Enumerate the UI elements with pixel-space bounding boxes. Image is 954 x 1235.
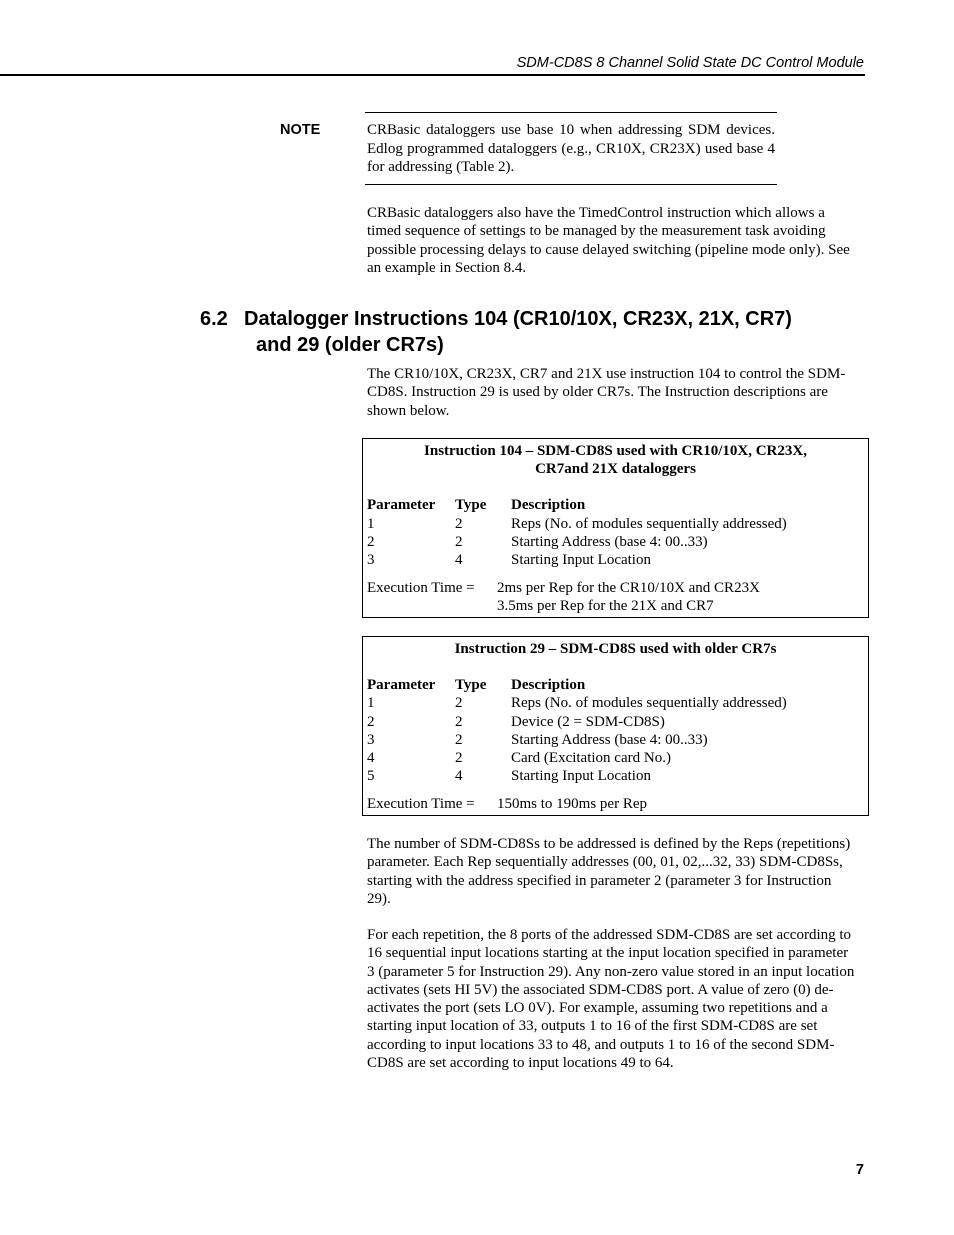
note-text: CRBasic dataloggers use base 10 when addressing SDM devices. Edlog programmed dataloggers (e.g., CR10X, CR23X) used base 4 for addressing (Table 2). [367, 122, 775, 175]
param-type: 2 [455, 731, 463, 748]
instruction-29-title: Instruction 29 – SDM-CD8S used with older CR7s [454, 641, 777, 657]
param-description: Starting Input Location [511, 768, 651, 785]
section-number: 6.2 [200, 308, 228, 330]
header-parameter: Parameter [367, 497, 436, 514]
note-box [365, 112, 777, 185]
param-number: 2 [367, 533, 375, 550]
execution-time-values [497, 579, 760, 615]
instruction-104-execution-time [367, 579, 864, 615]
execution-time-values [497, 795, 647, 813]
instruction-104-title [367, 442, 864, 478]
param-number: 1 [367, 515, 375, 532]
parameter-table-header [367, 496, 864, 514]
execution-time-label: Execution Time = [367, 796, 475, 813]
table-row [367, 533, 864, 551]
param-number: 4 [367, 750, 375, 767]
timed-control-paragraph: CRBasic dataloggers also have the TimedControl instruction which allows a timed sequence of settings to be managed by the measurement task avoiding possible processing delays to cause delayed switching (pipeline mode only). See an example in Section 8.4. [367, 205, 850, 276]
instruction-104-parameter-table [367, 496, 864, 569]
param-description: Starting Address (base 4: 00..33) [511, 533, 708, 550]
intro-paragraph: The CR10/10X, CR23X, CR7 and 21X use instruction 104 to control the SDM-CD8S. Instruction 29 is used by older CR7s. The Instruction descriptions are shown below. [367, 366, 846, 419]
note-label: NOTE [280, 122, 321, 138]
header-description: Description [511, 677, 586, 694]
table-row [367, 694, 864, 712]
execution-time-line: 2ms per Rep for the CR10/10X and CR23X [497, 580, 760, 597]
table-row [367, 767, 864, 785]
table-row [367, 551, 864, 569]
table-row [367, 713, 864, 731]
parameter-table-header [367, 676, 864, 694]
param-type: 4 [455, 552, 463, 569]
header-rule [0, 74, 865, 76]
table-row [367, 515, 864, 533]
instruction-104-title-line2: CR7and 21X dataloggers [535, 461, 696, 478]
param-description: Device (2 = SDM-CD8S) [511, 713, 665, 730]
param-description: Starting Input Location [511, 552, 651, 569]
instruction-104-box [362, 438, 869, 618]
param-description: Reps (No. of modules sequentially addressed) [511, 515, 787, 532]
param-number: 3 [367, 552, 375, 569]
param-type: 4 [455, 768, 463, 785]
param-type: 2 [455, 515, 463, 532]
section-heading [200, 306, 880, 358]
ports-paragraph: For each repetition, the 8 ports of the addressed SDM-CD8S are set according to 16 sequential input locations starting at the input location specified in parameter 3 (parameter 5 for Instruction 29). Any non-zero value stored in an input location activates (sets HI 5V) the associated SDM-CD8S port. A value of zero (0) de-activates the port (sets LO 0V). For example, assuming two repetitions and a starting input location of 33, outputs 1 to 16 of the first SDM-CD8S are set according to input locations 33 to 48, and outputs 1 to 16 of the second SDM-CD8S are set according to input locations 49 to 64. [367, 927, 855, 1072]
instruction-29-parameter-table [367, 676, 864, 785]
param-type: 2 [455, 533, 463, 550]
param-number: 3 [367, 731, 375, 748]
execution-time-line: 3.5ms per Rep for the 21X and CR7 [497, 598, 714, 615]
param-description: Starting Address (base 4: 00..33) [511, 731, 708, 748]
section-title-line2: and 29 (older CR7s) [256, 334, 444, 356]
reps-paragraph: The number of SDM-CD8Ss to be addressed is defined by the Reps (repetitions) parameter. Each Rep sequentially addresses (00, 01, 02,...32, 33) SDM-CD8Ss, starting with the address specified in parameter 2 (parameter 3 for Instruction 29). [367, 836, 851, 907]
execution-time-label: Execution Time = [367, 580, 475, 597]
table-row [367, 749, 864, 767]
param-type: 2 [455, 750, 463, 767]
param-number: 5 [367, 768, 375, 785]
execution-time-line: 150ms to 190ms per Rep [497, 796, 647, 813]
header-parameter: Parameter [367, 677, 436, 694]
table-row [367, 731, 864, 749]
instruction-29-execution-time [367, 795, 864, 813]
header-description: Description [511, 497, 586, 514]
param-description: Card (Excitation card No.) [511, 750, 671, 767]
page-number: 7 [855, 1162, 864, 1178]
param-number: 2 [367, 713, 375, 730]
param-type: 2 [455, 695, 463, 712]
instruction-104-title-line1: Instruction 104 – SDM-CD8S used with CR10/10X, CR23X, [424, 443, 807, 459]
header-type: Type [455, 677, 487, 694]
param-description: Reps (No. of modules sequentially addressed) [511, 695, 787, 712]
param-number: 1 [367, 695, 375, 712]
instruction-29-box [362, 636, 869, 816]
section-title-line1: Datalogger Instructions 104 (CR10/10X, CR23X, 21X, CR7) [244, 308, 792, 330]
param-type: 2 [455, 713, 463, 730]
header-type: Type [455, 497, 487, 514]
running-header: SDM-CD8S 8 Channel Solid State DC Control Module [516, 55, 864, 71]
